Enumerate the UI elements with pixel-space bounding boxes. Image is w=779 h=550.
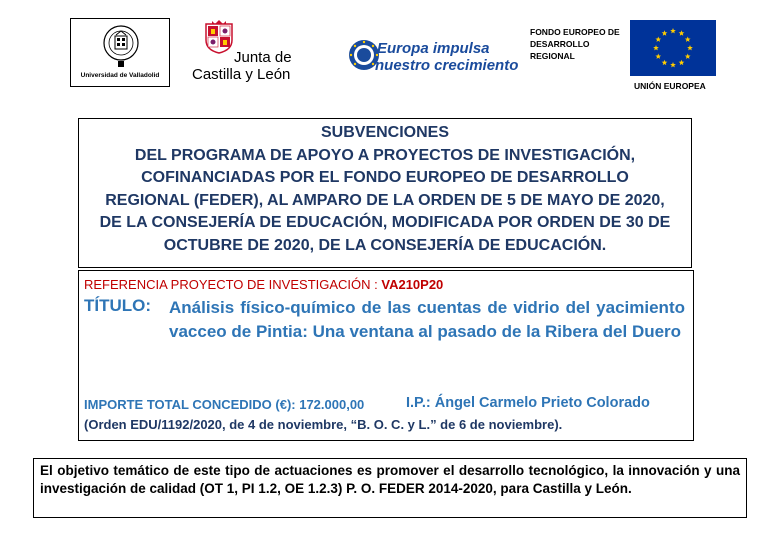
reference-label: REFERENCIA PROYECTO DE INVESTIGACIÓN : — [84, 277, 382, 292]
project-reference — [84, 277, 443, 292]
objective-statement: El objetivo temático de este tipo de actuaciones es promover el desarrollo tecnológico, la innovación y una investigación de calidad (OT 1, PI 1.2, OE 1.2.3) P. O. FEDER 2014-2020, para Castilla y León. — [33, 458, 747, 518]
university-name: Universidad de Valladolid — [80, 72, 160, 79]
eu-flag-icon — [630, 20, 716, 76]
project-title: Análisis físico-químico de las cuentas de vidrio del yacimiento vacceo de Pintia: Una ventana al pasado de la Ribera del Duero — [169, 298, 685, 341]
title-line: OCTUBRE DE 2020, DE LA CONSEJERÍA DE EDUCACIÓN. — [163, 236, 607, 254]
principal-investigator: I.P.: Ángel Carmelo Prieto Colorado — [406, 395, 650, 411]
eu-label: UNIÓN EUROPEA — [634, 81, 706, 91]
junta-logo-text-line1: Junta de — [234, 49, 292, 66]
feder-label-line2: DESARROLLO — [530, 39, 590, 49]
junta-logo-text-line2: Castilla y León — [192, 66, 291, 83]
project-title-label: TÍTULO: — [84, 296, 152, 315]
title-line: DE LA CONSEJERÍA DE EDUCACIÓN, MODIFICADA POR ORDEN DE 30 DE — [99, 214, 671, 231]
feder-label-line1: FONDO EUROPEO DE — [530, 27, 620, 37]
project-info-box — [78, 270, 694, 441]
title-line: SUBVENCIONES — [320, 124, 450, 141]
grant-amount: IMPORTE TOTAL CONCEDIDO (€): 172.000,00 — [84, 397, 365, 412]
title-line: DEL PROGRAMA DE APOYO A PROYECTOS DE INVESTIGACIÓN, — [134, 146, 636, 164]
junta-castilla-leon-emblem-icon — [204, 20, 234, 54]
title-line: REGIONAL (FEDER), AL AMPARO DE LA ORDEN DE 5 DE MAYO DE 2020, — [105, 191, 665, 209]
eu-slogan-line1: Europa impulsa — [377, 40, 490, 57]
university-seal-icon — [102, 23, 140, 69]
title-line: COFINANCIADAS POR EL FONDO EUROPEO DE DESARROLLO — [141, 169, 629, 186]
reference-code: VA210P20 — [381, 277, 444, 292]
subsidy-title-box — [78, 118, 692, 268]
eu-slogan-line2: nuestro crecimiento — [375, 57, 519, 74]
order-reference: (Orden EDU/1192/2020, de 4 de noviembre, “B. O. C. y L.” de 6 de noviembre). — [84, 417, 563, 432]
feder-label-line3: REGIONAL — [530, 51, 575, 61]
feder-label — [530, 26, 620, 62]
university-logo-box — [70, 18, 170, 87]
